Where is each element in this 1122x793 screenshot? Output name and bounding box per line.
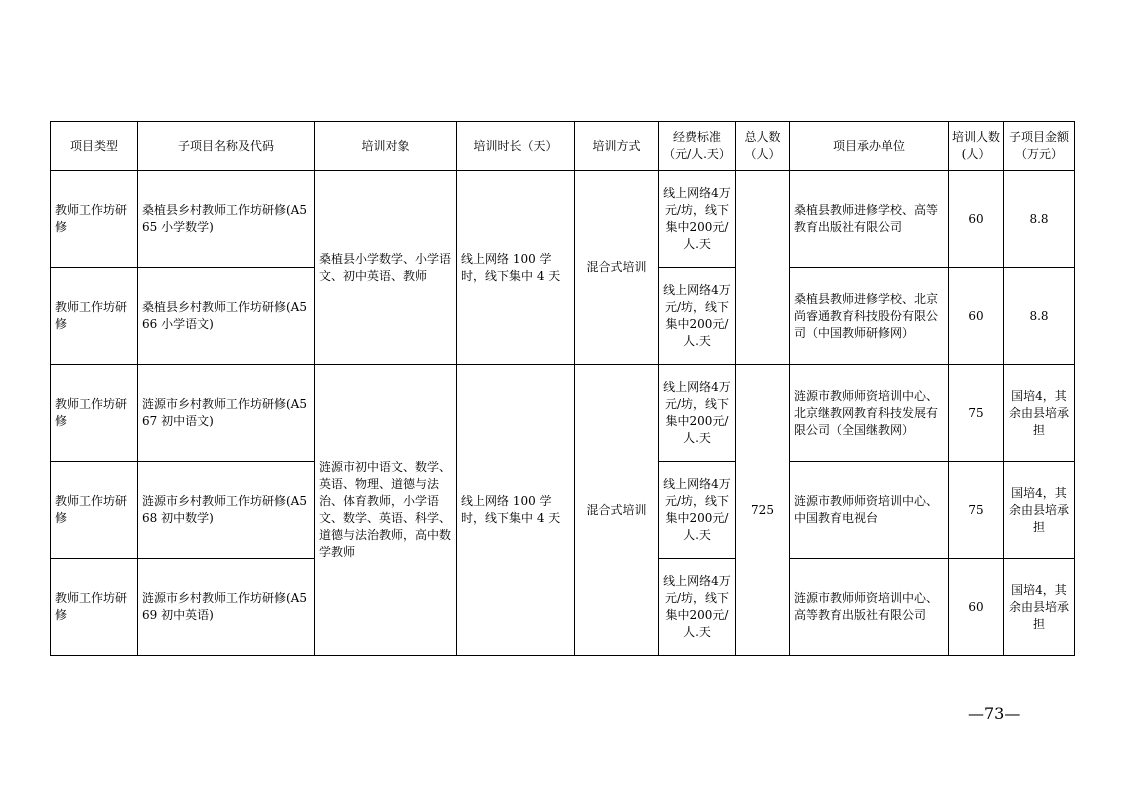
table-header-row [51,122,1075,171]
cell-fee-standard: 线上网络4万元/坊，线下集中200元/人.天 [659,462,736,559]
cell-total-people [736,171,790,365]
header-training-target: 培训对象 [315,122,457,171]
cell-project-type: 教师工作坊研修 [51,365,138,462]
cell-total-people: 725 [736,365,790,656]
cell-project-type: 教师工作坊研修 [51,171,138,268]
cell-organizer: 涟源市教师师资培训中心、中国教育电视台 [790,462,949,559]
table-row [51,365,1075,462]
cell-training-duration: 线上网络 100 学时，线下集中 4 天 [457,365,575,656]
header-fee-standard: 经费标准（元/人.天） [659,122,736,171]
header-organizer: 项目承办单位 [790,122,949,171]
cell-trainee-count: 75 [949,365,1004,462]
cell-training-method: 混合式培训 [575,171,659,365]
cell-subproject-name: 桑植县乡村教师工作坊研修(A565 小学数学) [138,171,315,268]
cell-trainee-count: 60 [949,268,1004,365]
header-trainee-count: 培训人数(人） [949,122,1004,171]
header-total-people: 总人数（人） [736,122,790,171]
header-training-duration: 培训时长（天） [457,122,575,171]
cell-project-type: 教师工作坊研修 [51,462,138,559]
cell-amount: 国培4，其余由县培承担 [1004,462,1075,559]
cell-trainee-count: 60 [949,559,1004,656]
cell-project-type: 教师工作坊研修 [51,559,138,656]
cell-fee-standard: 线上网络4万元/坊，线下集中200元/人.天 [659,559,736,656]
header-amount: 子项目金额（万元） [1004,122,1075,171]
cell-training-method: 混合式培训 [575,365,659,656]
cell-amount: 国培4，其余由县培承担 [1004,559,1075,656]
cell-subproject-name: 涟源市乡村教师工作坊研修(A569 初中英语) [138,559,315,656]
cell-trainee-count: 75 [949,462,1004,559]
cell-training-target: 涟源市初中语文、数学、英语、物理、道德与法治、体育教师，小学语文、数学、英语、科学、道德与法治教师，高中数学教师 [315,365,457,656]
cell-project-type: 教师工作坊研修 [51,268,138,365]
cell-fee-standard: 线上网络4万元/坊，线下集中200元/人.天 [659,268,736,365]
cell-subproject-name: 桑植县乡村教师工作坊研修(A566 小学语文) [138,268,315,365]
cell-training-target: 桑植县小学数学、小学语文、初中英语、教师 [315,171,457,365]
page-number: —73— [968,704,1021,723]
cell-trainee-count: 60 [949,171,1004,268]
cell-fee-standard: 线上网络4万元/坊，线下集中200元/人.天 [659,171,736,268]
header-training-method: 培训方式 [575,122,659,171]
cell-training-duration: 线上网络 100 学时，线下集中 4 天 [457,171,575,365]
cell-amount: 国培4，其余由县培承担 [1004,365,1075,462]
header-project-type: 项目类型 [51,122,138,171]
header-subproject-name: 子项目名称及代码 [138,122,315,171]
cell-amount: 8.8 [1004,171,1075,268]
cell-organizer: 涟源市教师师资培训中心、北京继教网教育科技发展有限公司（全国继教网） [790,365,949,462]
cell-organizer: 桑植县教师进修学校、高等教育出版社有限公司 [790,171,949,268]
table-row [51,171,1075,268]
project-table [50,121,1075,656]
cell-organizer: 涟源市教师师资培训中心、高等教育出版社有限公司 [790,559,949,656]
cell-amount: 8.8 [1004,268,1075,365]
cell-fee-standard: 线上网络4万元/坊，线下集中200元/人.天 [659,365,736,462]
cell-organizer: 桑植县教师进修学校、北京尚睿通教育科技股份有限公司（中国教师研修网） [790,268,949,365]
cell-subproject-name: 涟源市乡村教师工作坊研修(A568 初中数学) [138,462,315,559]
cell-subproject-name: 涟源市乡村教师工作坊研修(A567 初中语文) [138,365,315,462]
